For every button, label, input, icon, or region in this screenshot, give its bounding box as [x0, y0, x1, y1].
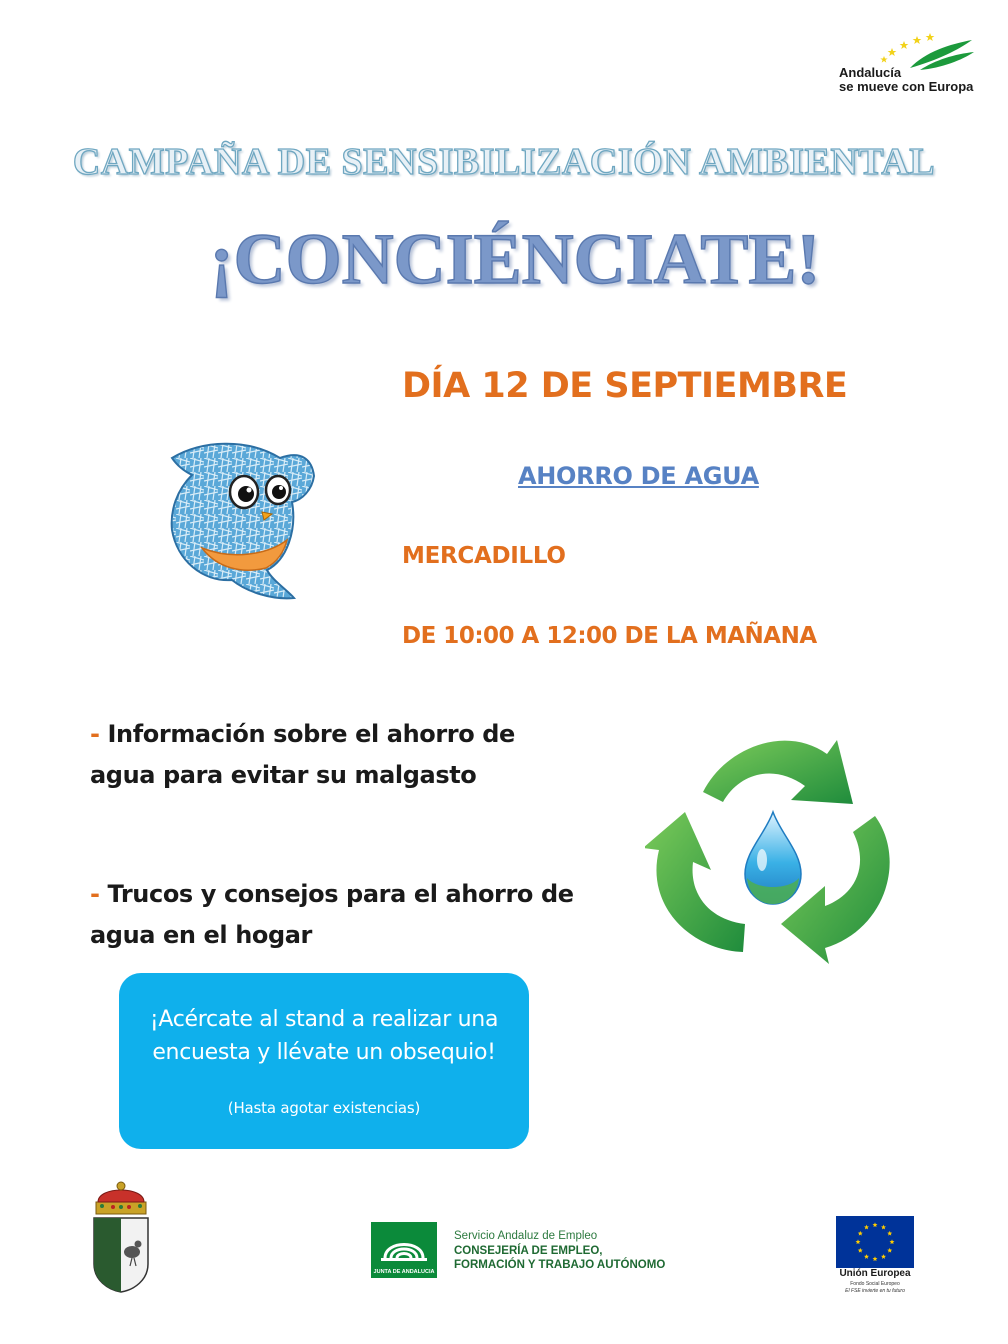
callout-note-text: (Hasta agotar existencias): [227, 1099, 421, 1117]
event-time: DE 10:00 A 12:00 DE LA MAÑANA: [402, 623, 817, 649]
bullet-text-1: Información sobre el ahorro de agua para evitar su malgasto: [90, 720, 515, 789]
sae-text-block: [454, 1229, 665, 1273]
andalucia-stars-icon: [880, 30, 975, 70]
andalucia-europa-logo: [835, 30, 975, 100]
municipal-crest-icon: [88, 1180, 154, 1295]
event-topic: AHORRO DE AGUA: [518, 462, 759, 490]
campaign-title: CAMPAÑA DE SENSIBILIZACIÓN AMBIENTAL: [72, 141, 936, 183]
callout-main-text: ¡Acércate al stand a realizar una encuesta y llévate un obsequio!: [149, 1007, 499, 1065]
event-date: DÍA 12 DE SEPTIEMBRE: [402, 366, 848, 406]
recycle-water-drop-icon: [645, 720, 905, 970]
andalucia-line2: se mueve con Europa: [839, 79, 974, 94]
bullet-item-1: [90, 714, 580, 796]
main-title: ¡CONCIÉNCIATE!: [209, 219, 821, 299]
andalucia-line1: Andalucía: [839, 65, 902, 80]
fish-mascot-icon: [162, 430, 322, 605]
bullet-marker: -: [90, 880, 100, 908]
junta-andalucia-logo: [371, 1222, 437, 1278]
eu-label: Unión Europea: [839, 1268, 911, 1279]
sae-line2: CONSEJERÍA DE EMPLEO,: [454, 1244, 603, 1257]
sae-line1: Servicio Andaluz de Empleo: [454, 1230, 598, 1242]
junta-small-text: JUNTA DE ANDALUCIA: [373, 1269, 435, 1275]
stand-callout-box: [119, 973, 529, 1149]
sae-line3: FORMACIÓN Y TRABAJO AUTÓNOMO: [454, 1259, 666, 1271]
bullet-item-2: [90, 874, 580, 956]
event-place: MERCADILLO: [402, 543, 566, 569]
bullet-marker: -: [90, 720, 100, 748]
eu-subtitle-1: Fondo Social Europeo: [850, 1281, 900, 1287]
eu-subtitle-2: El FSE invierte en tu futuro: [845, 1288, 905, 1294]
bullet-text-2: Trucos y consejos para el ahorro de agua en el hogar: [90, 880, 574, 949]
andalucia-text: [839, 66, 973, 94]
eu-flag-icon: [836, 1216, 914, 1268]
